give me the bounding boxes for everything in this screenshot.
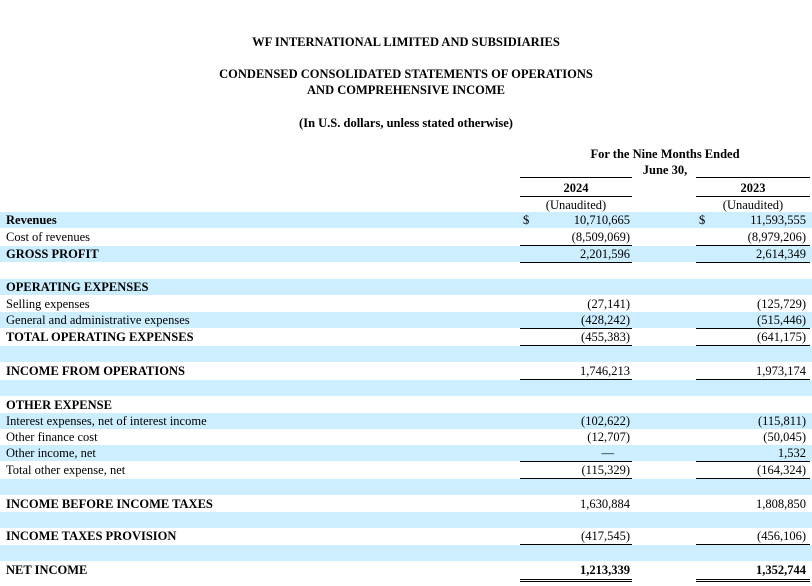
- value-2023: (515,446): [757, 313, 806, 327]
- company-name: WF INTERNATIONAL LIMITED AND SUBSIDIARIES: [252, 35, 560, 49]
- row-label: Selling expenses: [6, 297, 90, 311]
- row-gross-profit: [0, 246, 812, 262]
- value-2024: (417,545): [581, 529, 630, 543]
- row-other-finance-cost: [0, 429, 812, 445]
- row-label: INCOME BEFORE INCOME TAXES: [6, 497, 213, 511]
- row-spacer: [0, 346, 812, 362]
- column-status-2024: (Unaudited): [545, 198, 607, 212]
- column-year-2023: 2023: [740, 181, 766, 195]
- row-total-other-expense: [0, 462, 812, 478]
- column-year-2024: 2024: [563, 181, 589, 195]
- row-spacer: [0, 380, 812, 396]
- column-status-2023: (Unaudited): [722, 198, 784, 212]
- row-label: General and administrative expenses: [6, 313, 190, 327]
- value-2024: (12,707): [587, 430, 630, 444]
- row-interest-expenses: [0, 413, 812, 429]
- row-total-operating-expenses: [0, 329, 812, 345]
- double-total-rule: [696, 579, 810, 582]
- row-label: Other income, net: [6, 446, 96, 460]
- value-2023: (8,979,206): [747, 230, 806, 244]
- double-total-rule: [520, 579, 632, 582]
- currency-symbol-2024: $: [523, 213, 530, 227]
- value-2024: (102,622): [581, 414, 630, 428]
- row-label: Revenues: [6, 213, 57, 227]
- value-2023: 2,614,349: [756, 247, 806, 261]
- value-2023: (115,811): [757, 414, 806, 428]
- row-cost-of-revenues: [0, 229, 812, 245]
- period-rule-2024: [520, 177, 632, 178]
- units-note: (In U.S. dollars, unless stated otherwise): [299, 116, 513, 130]
- currency-symbol-2023: $: [699, 213, 706, 227]
- value-2024: 10,710,665: [573, 213, 630, 227]
- row-net-income: [0, 562, 812, 578]
- row-label: GROSS PROFIT: [6, 247, 99, 261]
- statement-title-line1: CONDENSED CONSOLIDATED STATEMENTS OF OPERATIONS: [219, 67, 593, 81]
- section-heading: OTHER EXPENSE: [6, 398, 112, 412]
- value-2024: 2,201,596: [580, 247, 630, 261]
- period-header-line2: June 30,: [642, 163, 688, 177]
- section-heading: OPERATING EXPENSES: [6, 280, 149, 294]
- row-income-before-taxes: [0, 496, 812, 512]
- row-income-from-operations: [0, 363, 812, 379]
- row-label: INCOME FROM OPERATIONS: [6, 364, 185, 378]
- value-2023: (456,106): [757, 529, 806, 543]
- row-label: Other finance cost: [6, 430, 98, 444]
- value-2024: 1,746,213: [580, 364, 630, 378]
- row-operating-expenses-heading: [0, 279, 812, 295]
- row-label: INCOME TAXES PROVISION: [6, 529, 177, 543]
- statement-title-line2: AND COMPREHENSIVE INCOME: [307, 83, 505, 97]
- row-label: Cost of revenues: [6, 230, 91, 244]
- period-header-line1: For the Nine Months Ended: [590, 147, 740, 161]
- row-revenues: [0, 212, 812, 228]
- total-rule: [696, 262, 810, 263]
- row-label: TOTAL OPERATING EXPENSES: [6, 330, 194, 344]
- value-2023: 1,532: [777, 446, 806, 460]
- row-label: Interest expenses, net of interest income: [6, 414, 207, 428]
- row-label: NET INCOME: [6, 563, 88, 577]
- value-2023: (125,729): [757, 297, 806, 311]
- value-2023: (164,324): [757, 463, 806, 477]
- row-other-expense-heading: [0, 397, 812, 413]
- value-2024: (455,383): [581, 330, 630, 344]
- value-2024: (27,141): [587, 297, 630, 311]
- value-2023: (641,175): [757, 330, 806, 344]
- value-2024: (428,242): [581, 313, 630, 327]
- value-2023: (50,045): [763, 430, 806, 444]
- total-rule: [520, 262, 632, 263]
- value-2024: (115,329): [581, 463, 630, 477]
- row-income-taxes-provision: [0, 528, 812, 544]
- row-label: Total other expense, net: [6, 463, 126, 477]
- value-2023: 1,808,850: [756, 497, 806, 511]
- row-spacer: [0, 479, 812, 495]
- row-general-admin: [0, 312, 812, 328]
- value-2023: 11,593,555: [750, 213, 806, 227]
- row-selling-expenses: [0, 296, 812, 312]
- period-rule-2023: [696, 177, 810, 178]
- value-2024: 1,213,339: [580, 563, 630, 577]
- value-2024: —: [601, 446, 614, 460]
- row-spacer: [0, 512, 812, 528]
- value-2023: 1,352,744: [756, 563, 806, 577]
- row-spacer: [0, 545, 812, 561]
- value-2024: 1,630,884: [580, 497, 630, 511]
- row-other-income: [0, 445, 812, 461]
- value-2023: 1,973,174: [756, 364, 806, 378]
- value-2024: (8,509,069): [571, 230, 630, 244]
